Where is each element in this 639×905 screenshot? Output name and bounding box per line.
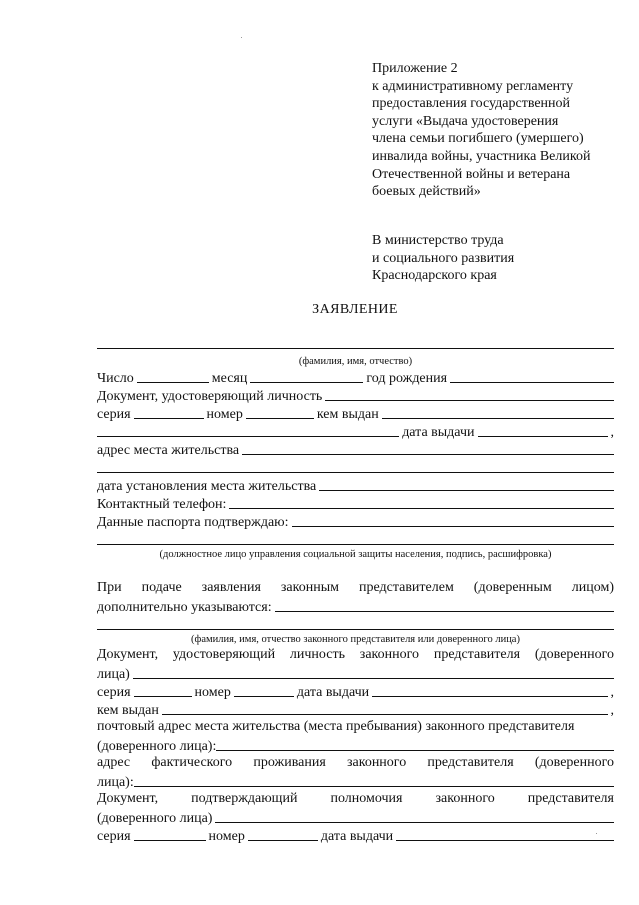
- phone-label: Контактный телефон:: [97, 497, 227, 512]
- rep-issued-by-label: кем выдан: [97, 703, 159, 718]
- rep-postal-label: (доверенного лица):: [97, 739, 217, 754]
- rep-postal-field[interactable]: [216, 749, 614, 751]
- passport-confirm-row: [97, 512, 614, 530]
- addressee-line: Краснодарского края: [372, 268, 497, 284]
- day-field[interactable]: [137, 381, 209, 383]
- rep-actual-field[interactable]: [134, 785, 614, 787]
- appendix-line: боевых действий»: [372, 184, 481, 200]
- residence-date-row: [97, 476, 614, 494]
- address-label: адрес места жительства: [97, 443, 240, 458]
- phone-row: [97, 494, 614, 512]
- appendix-line: члена семьи погибшего (умершего): [372, 131, 584, 147]
- addressee-line: В министерство труда: [372, 233, 504, 248]
- address-continued-row: [97, 458, 614, 476]
- series-field[interactable]: [134, 417, 204, 419]
- rep-issue-date-field[interactable]: [372, 695, 607, 697]
- id-doc-row: [97, 386, 614, 404]
- spacer: [97, 561, 614, 579]
- passport-confirm-label: Данные паспорта подтверждаю:: [97, 515, 289, 530]
- address-continued-field[interactable]: [97, 471, 614, 473]
- appendix-line: предоставления государственной: [372, 96, 571, 112]
- rep-postal-line: почтовый адрес места жительства (места пребывания) законного представителя: [97, 719, 575, 734]
- rep-authority-line: Документ, подтверждающий полномочия законного представителя: [97, 791, 614, 806]
- rep-id-doc-line: Документ, удостоверяющий личность законного представителя (доверенного: [97, 647, 614, 662]
- rep-intro-line: При подаче заявления законным представителем (доверенным лицом): [97, 580, 614, 595]
- residence-date-label: дата установления места жительства: [97, 479, 317, 494]
- series-row: [97, 404, 614, 422]
- appendix-line: инвалида войны, участника Великой: [372, 148, 591, 164]
- id-doc-field[interactable]: [325, 399, 614, 401]
- rep-authority-row: [97, 808, 614, 826]
- rep-intro-label: дополнительно указываются:: [97, 600, 272, 615]
- appendix-block: [372, 60, 632, 201]
- rep-series-row: [97, 682, 614, 700]
- issue-date-label: дата выдачи: [402, 425, 475, 440]
- address-row: [97, 440, 614, 458]
- rep-id-doc-row: [97, 664, 614, 682]
- comma: ,: [610, 703, 614, 718]
- rep-authority-label: (доверенного лица): [97, 811, 213, 826]
- passport-confirm-field[interactable]: [292, 525, 614, 527]
- scan-speck: [241, 37, 242, 38]
- fio-field[interactable]: [97, 347, 614, 349]
- auth-number-label: номер: [208, 829, 245, 844]
- rep-fio-row: [97, 615, 614, 633]
- day-label: Число: [97, 371, 134, 386]
- series-label: серия: [97, 407, 131, 422]
- addressee-line: и социального развития: [372, 250, 515, 266]
- month-label: месяц: [211, 371, 248, 386]
- rep-postal-row: [97, 736, 614, 754]
- birth-year-field[interactable]: [450, 381, 614, 383]
- number-field[interactable]: [246, 417, 314, 419]
- rep-authority-field[interactable]: [215, 821, 614, 823]
- official-signature-row: [97, 530, 614, 548]
- phone-field[interactable]: [229, 507, 614, 509]
- id-doc-label: Документ, удостоверяющий личность: [97, 389, 323, 404]
- appendix-line: Отечественной войны и ветерана: [372, 166, 571, 182]
- auth-issue-date-label: дата выдачи: [320, 829, 394, 844]
- appendix-line: к административному регламенту: [372, 78, 574, 94]
- issue-date-field[interactable]: [478, 435, 608, 437]
- residence-date-field[interactable]: [319, 489, 614, 491]
- address-field[interactable]: [242, 453, 614, 455]
- appendix-line: Приложение 2: [372, 61, 458, 76]
- rep-series-field[interactable]: [134, 695, 192, 697]
- rep-number-field[interactable]: [234, 695, 294, 697]
- rep-id-doc-field[interactable]: [133, 677, 614, 679]
- document-title: ЗАЯВЛЕНИЕ: [312, 302, 398, 317]
- issued-by-continued-field[interactable]: [97, 435, 399, 437]
- comma: ,: [610, 425, 614, 440]
- rep-fio-caption: (фамилия, имя, отчество законного представителя или доверенного лица): [191, 634, 520, 645]
- auth-series-label: серия: [97, 829, 131, 844]
- application-form: [97, 338, 614, 844]
- issued-by-label: кем выдан: [316, 407, 379, 422]
- auth-number-field[interactable]: [248, 839, 318, 841]
- rep-issued-by-row: [97, 700, 614, 718]
- rep-actual-row: [97, 772, 614, 790]
- birth-year-label: год рождения: [366, 371, 448, 386]
- auth-series-row: [97, 826, 614, 844]
- rep-intro-row: [97, 597, 614, 615]
- rep-fio-field[interactable]: [97, 628, 614, 630]
- issued-by-field[interactable]: [382, 417, 614, 419]
- issue-date-row: [97, 422, 614, 440]
- rep-intro-field[interactable]: [275, 610, 614, 612]
- number-label: номер: [206, 407, 243, 422]
- rep-actual-line: адрес фактического проживания законного представителя (доверенного: [97, 755, 614, 770]
- rep-series-label: серия: [97, 685, 131, 700]
- appendix-line: услуги «Выдача удостоверения: [372, 113, 559, 129]
- rep-issued-by-field[interactable]: [162, 713, 608, 715]
- addressee-block: [372, 232, 632, 285]
- rep-issue-date-label: дата выдачи: [296, 685, 370, 700]
- auth-issue-date-field[interactable]: [396, 839, 614, 841]
- official-caption: (должностное лицо управления социальной защиты населения, подпись, расшифровка): [159, 549, 552, 560]
- auth-series-field[interactable]: [134, 839, 206, 841]
- rep-number-label: номер: [194, 685, 231, 700]
- rep-actual-label: лица):: [97, 775, 134, 790]
- rep-id-doc-label: лица): [97, 667, 130, 682]
- month-field[interactable]: [250, 381, 363, 383]
- comma: ,: [610, 685, 614, 700]
- fio-row: [97, 338, 614, 352]
- fio-caption: (фамилия, имя, отчество): [298, 356, 413, 367]
- official-signature-field[interactable]: [97, 543, 614, 545]
- birth-row: [97, 368, 614, 386]
